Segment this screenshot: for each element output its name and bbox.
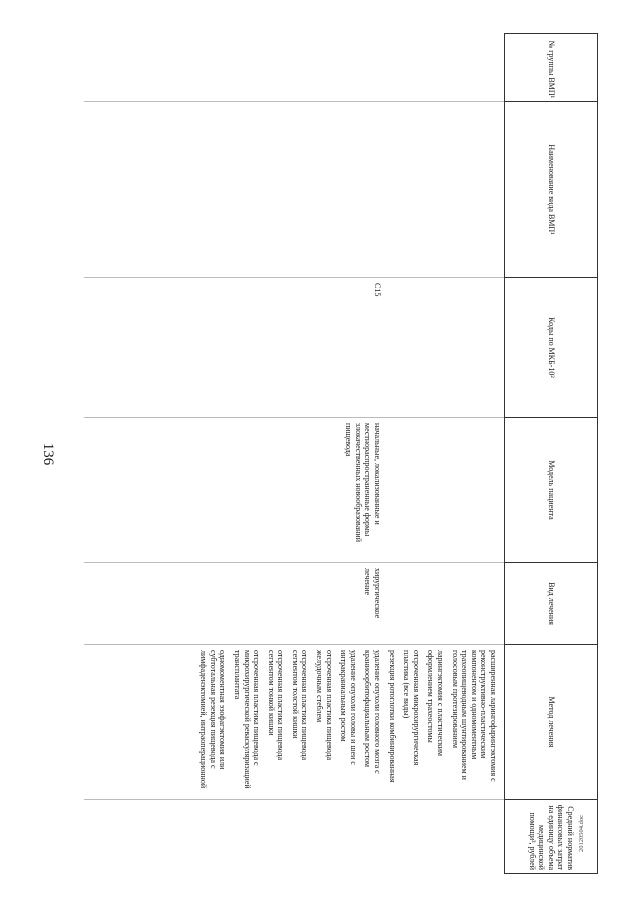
vmp-table bbox=[85, 33, 599, 874]
header-method bbox=[505, 645, 598, 800]
header-treatment-type-text: Вид лечения bbox=[546, 582, 556, 625]
patient-model-value: начальные, локализованные и местнораспространенные формы злокачественных новообразований пищевода bbox=[344, 423, 382, 542]
list-item: расширенная ларингофарингэктомия с реконструктивно-пластическим компонентом и одномоментным трахеопищеводным шунтированием и голосовым протезированием bbox=[450, 650, 498, 782]
icd-code-value: C15 bbox=[373, 283, 382, 297]
cell-patient-model bbox=[85, 418, 505, 563]
cell-icd-codes bbox=[85, 278, 505, 418]
list-item: одномоментная эзофагэктомия или субтотальная резекция пищевода с лимфаденэктомией, интраоперационной bbox=[199, 650, 228, 789]
list-item: удаление опухоли головы и шеи с интракраниальным ростом bbox=[339, 650, 358, 765]
cell-method bbox=[85, 645, 505, 800]
list-item: отсроченная пластика пищевода сегментом толстой кишки bbox=[290, 650, 310, 761]
header-cost bbox=[505, 800, 598, 874]
header-type-name bbox=[505, 102, 598, 278]
table-container bbox=[78, 33, 598, 873]
cell-group-no bbox=[85, 34, 505, 102]
document-footer: 20120504.doc bbox=[578, 814, 585, 852]
cell-treatment-type bbox=[85, 563, 505, 645]
list-item: отсроченная пластика пищевода желудочным стеблем bbox=[315, 650, 334, 761]
header-patient-model bbox=[505, 418, 598, 563]
list-item: удаление опухоли головного мозга с краниоорбитофациальным ростом bbox=[363, 650, 383, 774]
table-header-row bbox=[505, 34, 598, 874]
cell-type-name bbox=[85, 102, 505, 278]
header-icd-codes-text: Коды по МКБ-10² bbox=[546, 317, 556, 378]
list-item: отсроченная пластика пищевода сегментом тонкой кишки bbox=[266, 650, 286, 761]
table-row bbox=[85, 34, 505, 874]
header-patient-model-text: Модель пациента bbox=[546, 460, 556, 520]
list-item: резекция ротоглотки комбинированная bbox=[387, 650, 397, 783]
header-treatment-type bbox=[505, 563, 598, 645]
header-group-no-text: № группы ВМП¹ bbox=[546, 40, 556, 98]
list-item: отсроченная микрохирургическая пластика (все виды) bbox=[402, 650, 421, 766]
header-group-no bbox=[505, 34, 598, 102]
header-icd-codes bbox=[505, 278, 598, 418]
header-method-text: Метод лечения bbox=[546, 696, 556, 748]
page-number: 136 bbox=[40, 442, 56, 466]
cell-cost bbox=[85, 800, 505, 874]
list-item: ларингэктомия с пластическим оформлением трахеостомы bbox=[426, 650, 446, 757]
treatment-type-value: хирургическое лечение bbox=[363, 568, 382, 619]
header-cost-text: Средний норматив финансовых затрат на единицу объема медицинской помощи³, рублей bbox=[527, 804, 575, 870]
header-type-name-text: Наименование вида ВМП¹ bbox=[546, 144, 556, 235]
list-item: отсроченная пластика пищевода с микрохирургической реваскуляризацией трансплантата bbox=[232, 650, 262, 789]
